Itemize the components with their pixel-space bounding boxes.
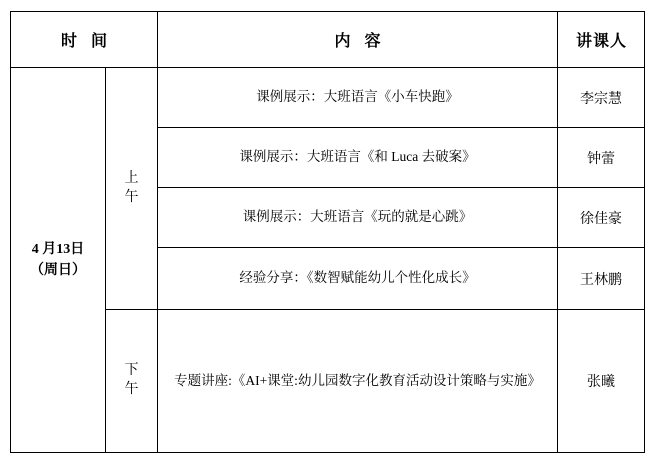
cell-person: 张曦 <box>558 310 645 453</box>
schedule-table <box>10 11 645 453</box>
cell-person: 王林鹏 <box>558 248 645 310</box>
document-page <box>0 11 654 475</box>
period-morning-char-1: 上 <box>124 170 139 186</box>
header-time: 时 间 <box>11 12 158 68</box>
cell-period-afternoon <box>106 310 158 453</box>
cell-person: 钟蕾 <box>558 128 645 188</box>
table-row <box>11 68 645 128</box>
cell-content: 课例展示：大班语言《玩的就是心跳》 <box>158 188 558 248</box>
cell-content: 课例展示：大班语言《小车快跑》 <box>158 68 558 128</box>
header-person: 讲课人 <box>558 12 645 68</box>
table-header-row <box>11 12 645 68</box>
cell-date <box>11 68 106 453</box>
cell-content: 课例展示：大班语言《和 Luca 去破案》 <box>158 128 558 188</box>
date-line-2: （周日） <box>30 263 86 278</box>
date-line-1: 4 月13日 <box>31 242 85 257</box>
cell-content: 经验分享：《数智赋能幼儿个性化成长》 <box>158 248 558 310</box>
cell-content: 专题讲座:《AI+课堂:幼儿园数字化教育活动设计策略与实施》 <box>158 310 558 453</box>
cell-person: 徐佳豪 <box>558 188 645 248</box>
cell-period-morning <box>106 68 158 310</box>
period-afternoon-char-2: 午 <box>124 382 139 397</box>
period-morning-char-2: 午 <box>124 189 139 205</box>
table-row <box>11 310 645 453</box>
header-content: 内 容 <box>158 12 558 68</box>
cell-person: 李宗慧 <box>558 68 645 128</box>
period-afternoon-char-1: 下 <box>124 363 139 379</box>
